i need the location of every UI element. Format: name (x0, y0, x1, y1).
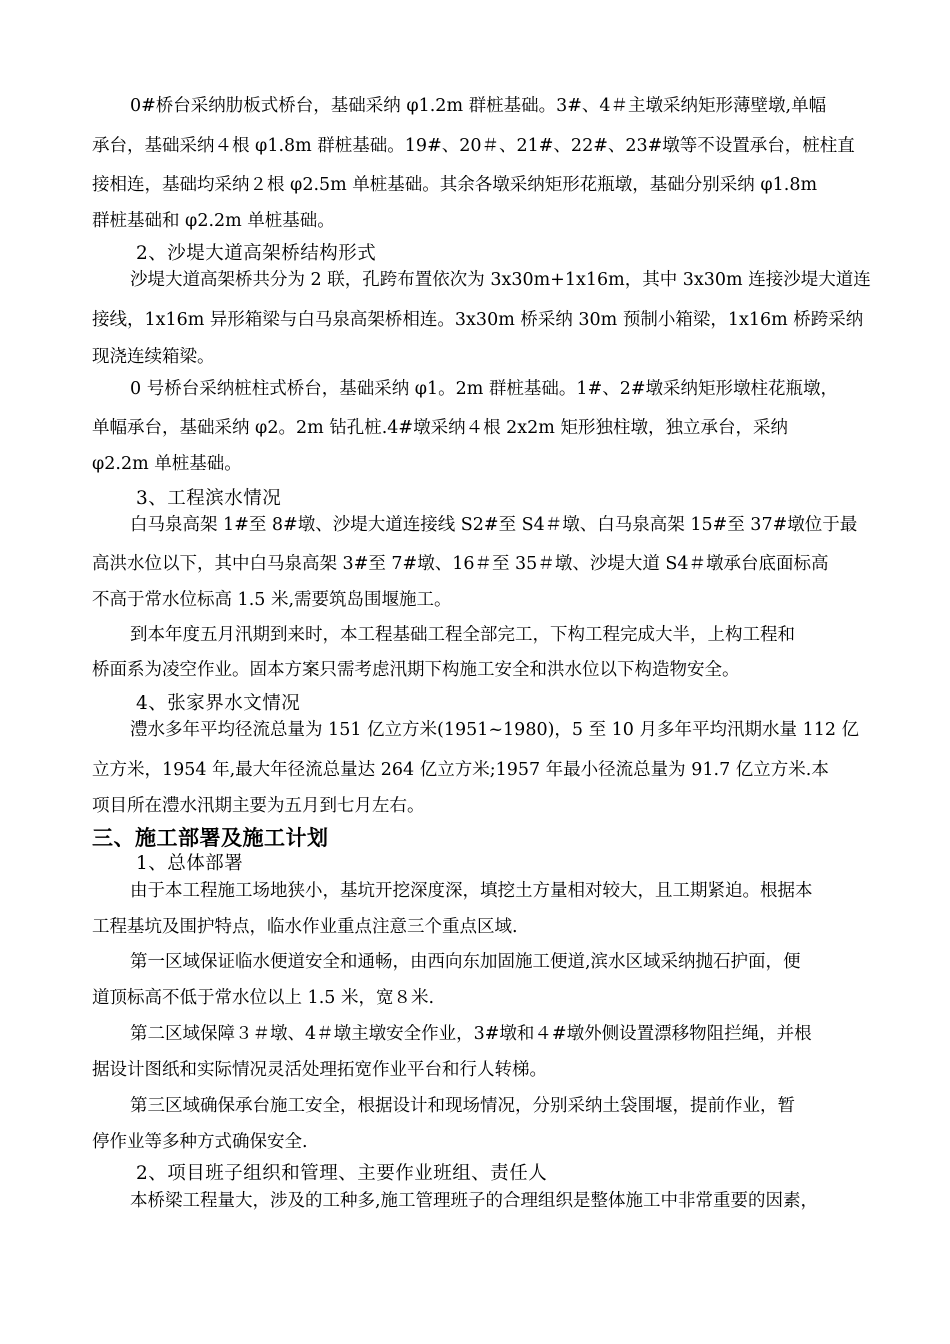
paragraph-line: 承台，基础采纳４根 φ1.8m 群桩基础。19#、20＃、21#、22#、23#墩等不设置承台，桩柱直 (92, 136, 855, 156)
paragraph-line: 到本年度五月汛期到来时，本工程基础工程全部完工，下构工程完成大半，上构工程和 (130, 625, 795, 645)
paragraph-line: 沙堤大道高架桥共分为 2 联，孔跨布置依次为 3x30m+1x16m，其中 3x30m 连接沙堤大道连 (130, 270, 871, 290)
paragraph-line: φ2.2m 单桩基础。 (92, 454, 242, 474)
paragraph-line: 由于本工程施工场地狭小，基坑开挖深度深，填挖土方量相对较大，且工期紧迫。根据本 (130, 881, 813, 901)
paragraph-line: 第二区域保障３＃墩、4＃墩主墩安全作业，3#墩和４#墩外侧设置漂移物阻拦绳，并根 (130, 1024, 812, 1044)
paragraph-line: 第三区域确保承台施工安全，根据设计和现场情况，分别采纳土袋围堰，提前作业，暂 (130, 1096, 795, 1116)
paragraph-line: 现浇连续箱梁。 (92, 347, 215, 367)
paragraph-line: 白马泉高架 1#至 8#墩、沙堤大道连接线 S2#至 S4＃墩、白马泉高架 15#至 37#墩位于最 (130, 515, 858, 535)
paragraph-line: 道顶标高不低于常水位以上 1.5 米，宽８米. (92, 988, 435, 1008)
section-heading: 三、施工部署及施工计划 (92, 826, 329, 850)
paragraph-line: 不高于常水位标高 1.5 米,需要筑岛围堰施工。 (92, 590, 452, 610)
paragraph-line: 澧水多年平均径流总量为 151 亿立方米(1951~1980)，5 至 10 月多年平均汛期水量 112 亿 (130, 720, 860, 740)
paragraph-line: 工程基坑及围护特点，临水作业重点注意三个重点区域. (92, 917, 518, 937)
subsection-heading: 2、项目班子组织和管理、主要作业班组、责任人 (136, 1163, 548, 1184)
paragraph-line: 0 号桥台采纳桩柱式桥台，基础采纳 φ1。2m 群桩基础。1#、2#墩采纳矩形墩柱花瓶墩， (130, 379, 839, 399)
subsection-heading: 1、总体部署 (136, 853, 244, 874)
paragraph-line: 高洪水位以下，其中白马泉高架 3#至 7#墩、16＃至 35＃墩、沙堤大道 S4＃墩承台底面标高 (92, 554, 829, 574)
paragraph-line: 接相连，基础均采纳２根 φ2.5m 单桩基础。其余各墩采纳矩形花瓶墩，基础分别采纳 φ1.8m (92, 175, 818, 195)
paragraph-line: 接线，1x16m 异形箱梁与白马泉高架桥相连。3x30m 桥采纳 30m 预制小箱梁，1x16m 桥跨采纳 (92, 310, 864, 330)
paragraph-line: 0#桥台采纳肋板式桥台，基础采纳 φ1.2m 群桩基础。3#、4＃主墩采纳矩形薄壁墩,单幅 (130, 96, 827, 116)
subsection-heading: 4、张家界水文情况 (136, 693, 301, 714)
subsection-heading: 2、沙堤大道高架桥结构形式 (136, 243, 377, 264)
paragraph-line: 单幅承台，基础采纳 φ2。2m 钻孔桩.4#墩采纳４根 2x2m 矩形独柱墩，独立承台，采纳 (92, 418, 788, 438)
paragraph-line: 立方米，1954 年,最大年径流总量达 264 亿立方米;1957 年最小径流总量为 91.7 亿立方米.本 (92, 760, 829, 780)
paragraph-line: 桥面系为凌空作业。固本方案只需考虑汛期下构施工安全和洪水位以下构造物安全。 (92, 660, 740, 680)
paragraph-line: 本桥梁工程量大，涉及的工种多,施工管理班子的合理组织是整体施工中非常重要的因素， (130, 1191, 819, 1211)
paragraph-line: 停作业等多种方式确保安全. (92, 1132, 308, 1152)
paragraph-line: 据设计图纸和实际情况灵活处理拓宽作业平台和行人转梯。 (92, 1060, 547, 1080)
paragraph-line: 群桩基础和 φ2.2m 单桩基础。 (92, 211, 335, 231)
paragraph-line: 项目所在澧水汛期主要为五月到七月左右。 (92, 796, 425, 816)
subsection-heading: 3、工程滨水情况 (136, 488, 282, 509)
paragraph-line: 第一区域保证临水便道安全和通畅，由西向东加固施工便道,滨水区域采纳抛石护面，便 (130, 952, 801, 972)
